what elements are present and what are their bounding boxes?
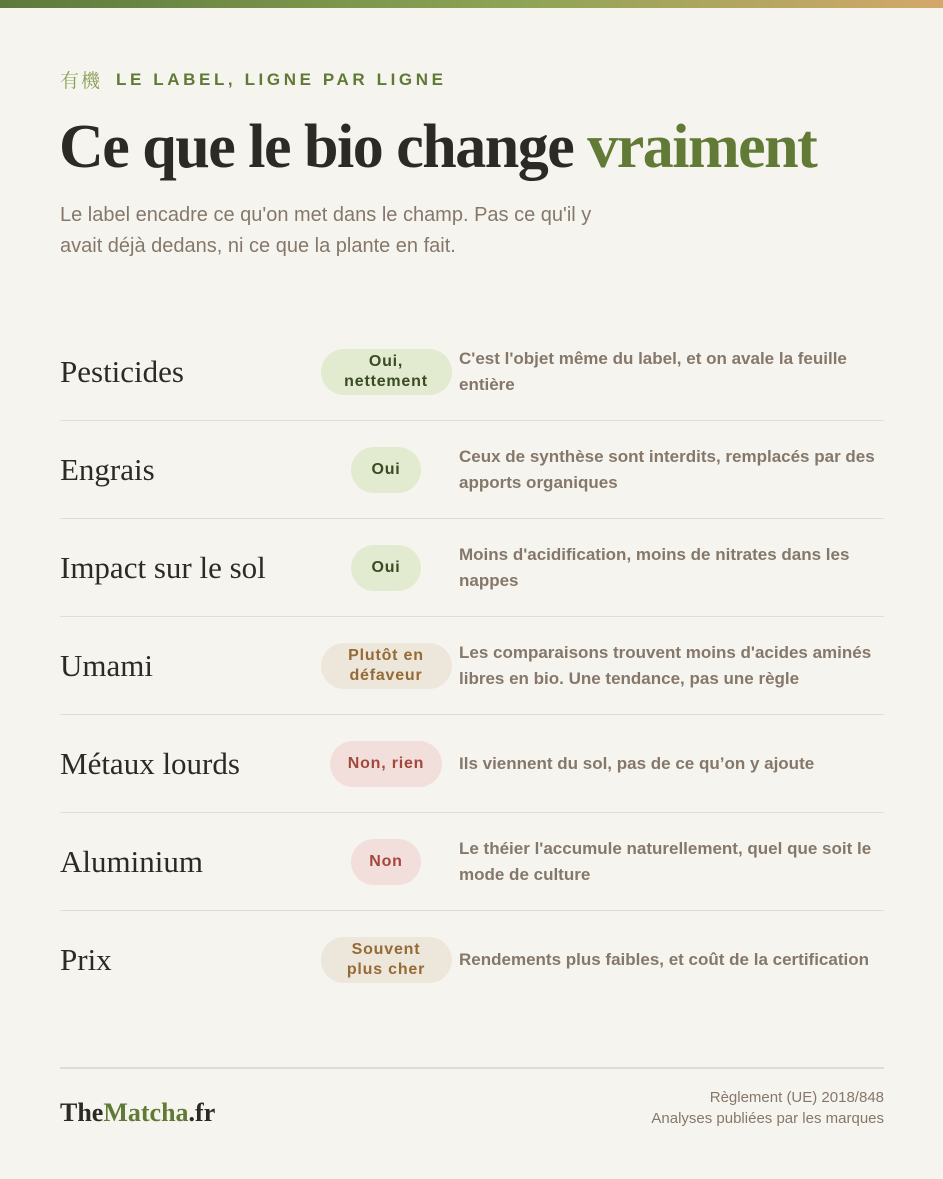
footer-divider bbox=[60, 1067, 884, 1069]
table-row bbox=[60, 813, 884, 911]
status-badge: Plutôt en défaveur bbox=[321, 643, 452, 689]
table-row bbox=[60, 421, 884, 519]
row-label: Aluminium bbox=[60, 843, 203, 879]
row-label: Pesticides bbox=[60, 353, 184, 389]
status-badge: Non, rien bbox=[330, 741, 443, 787]
table-row bbox=[60, 617, 884, 715]
row-description: Rendements plus faibles, et coût de la certification bbox=[459, 950, 869, 969]
title-accent: vraiment bbox=[587, 113, 817, 181]
row-label: Prix bbox=[60, 942, 112, 977]
row-label: Engrais bbox=[60, 451, 155, 487]
title-main: Ce que le bio change bbox=[59, 113, 588, 181]
brand-logo[interactable] bbox=[60, 1098, 215, 1128]
source-analyses: Analyses publiées par les marques bbox=[651, 1110, 884, 1127]
row-description: Ceux de synthèse sont interdits, remplacés par des apports organiques bbox=[459, 446, 875, 492]
eyebrow-kanji: 有機 bbox=[60, 70, 103, 92]
logo-suffix: .fr bbox=[188, 1098, 216, 1127]
row-description: C'est l'objet même du label, et on avale la feuille entière bbox=[459, 348, 847, 394]
page-subtitle: Le label encadre ce qu'on met dans le champ. Pas ce qu'il y avait déjà dedans, ni ce que la plante en fait. bbox=[60, 204, 592, 257]
row-description: Le théier l'accumule naturellement, quel que soit le mode de culture bbox=[459, 838, 872, 884]
page-title bbox=[59, 112, 816, 183]
table-row bbox=[60, 323, 884, 421]
row-description: Moins d'acidification, moins de nitrates dans les nappes bbox=[459, 544, 850, 590]
status-badge: Non bbox=[351, 839, 421, 885]
table-row bbox=[60, 911, 884, 1009]
source-notes bbox=[651, 1087, 884, 1129]
status-badge: Souvent plus cher bbox=[321, 937, 452, 983]
status-badge: Oui bbox=[351, 545, 421, 591]
row-label: Métaux lourds bbox=[60, 745, 240, 781]
row-description: Ils viennent du sol, pas de ce qu’on y ajoute bbox=[459, 753, 815, 773]
status-badge: Oui bbox=[351, 447, 421, 493]
top-gradient-bar bbox=[0, 0, 943, 8]
eyebrow bbox=[60, 66, 447, 93]
source-regulation: Règlement (UE) 2018/848 bbox=[709, 1089, 884, 1106]
table-row bbox=[60, 715, 884, 813]
logo-middle: Matcha bbox=[103, 1098, 189, 1127]
logo-prefix: The bbox=[60, 1098, 104, 1127]
eyebrow-label: LE LABEL, LIGNE PAR LIGNE bbox=[116, 69, 447, 89]
table-row bbox=[60, 519, 884, 617]
row-description: Les comparaisons trouvent moins d'acides aminés libres en bio. Une tendance, pas une règle bbox=[459, 642, 872, 688]
row-label: Umami bbox=[60, 647, 153, 683]
status-badge: Oui, nettement bbox=[321, 349, 452, 395]
comparison-table bbox=[60, 323, 884, 1009]
row-label: Impact sur le sol bbox=[60, 549, 266, 585]
